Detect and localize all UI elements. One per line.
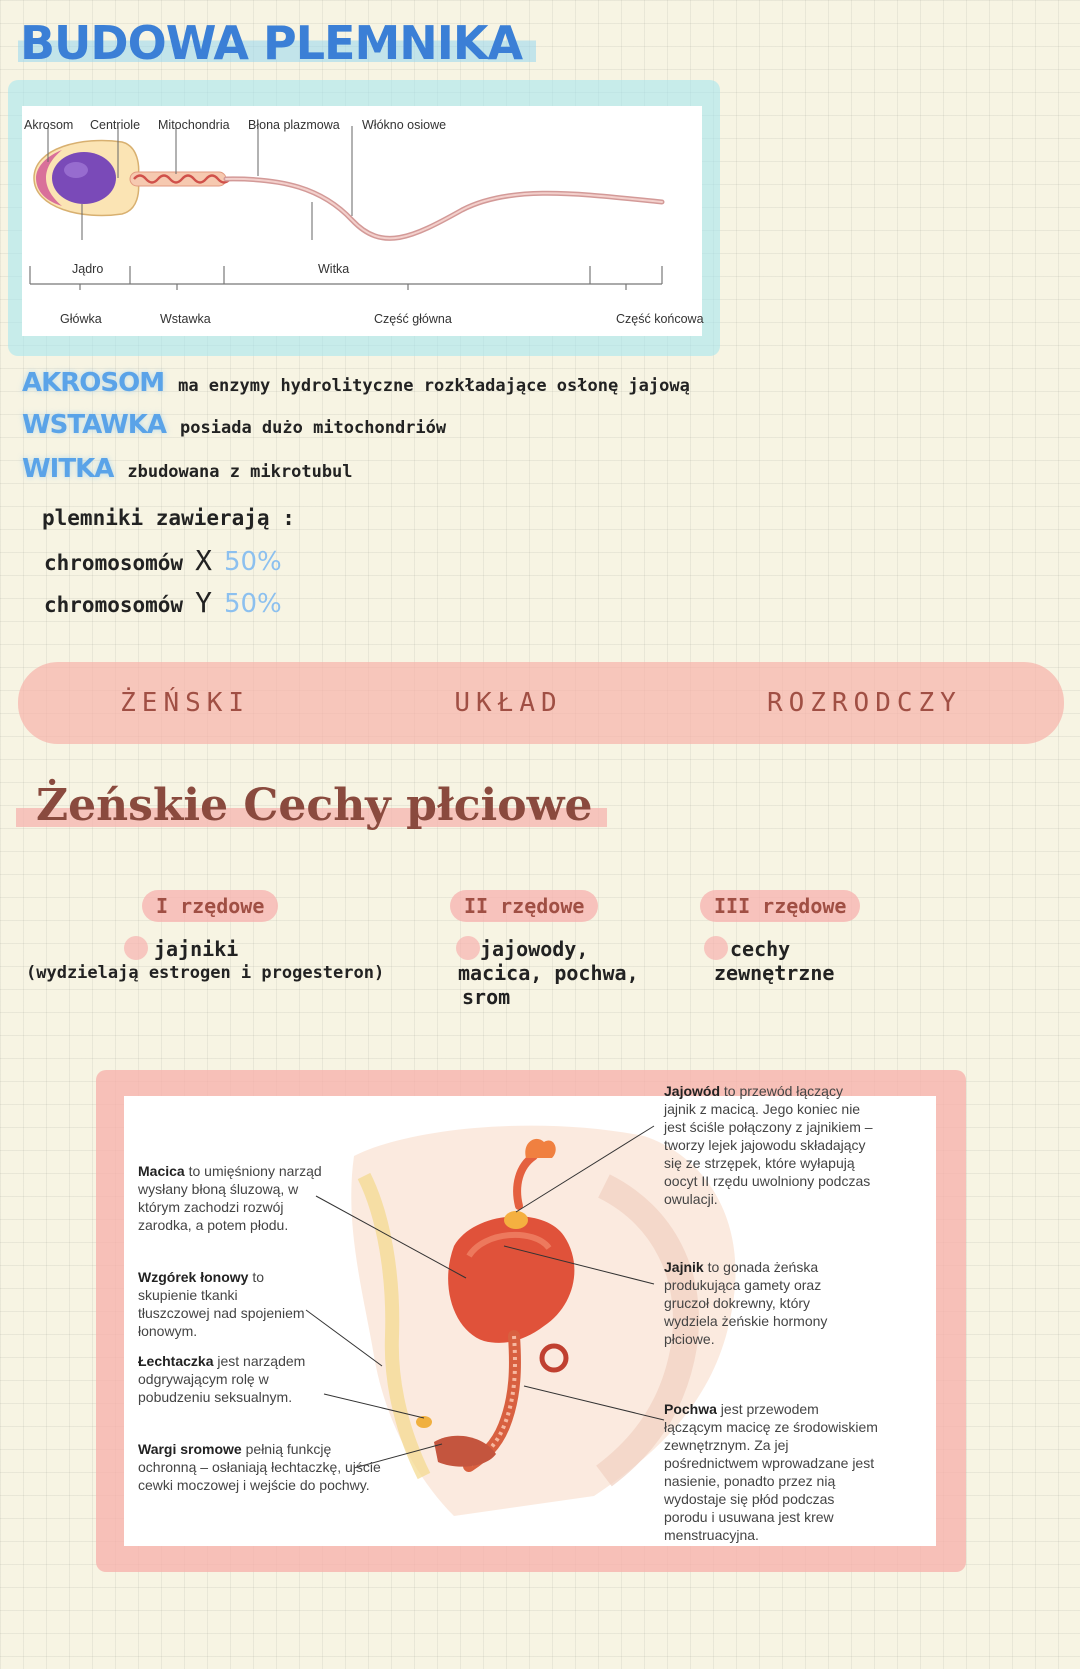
trait-item: macica, pochwa, [458,961,639,985]
trait-item: cechy [730,937,791,961]
label-centriole: Centriole [90,118,141,132]
label-glowka: Główka [60,312,102,326]
caption-jajnik: Jajnik to gonada żeńska produkująca gamety oraz gruczoł dokrewny, który wydziela żeńskie hormony płciowe. [664,1259,828,1347]
bullet-dot [456,936,480,960]
trait-item: jajowody, [480,937,589,961]
rank-pill-2: II rzędowe [450,890,598,922]
banner-word: UKŁAD [454,688,563,718]
chromosome-letter: X [195,544,212,577]
definition-term: AKROSOM [22,368,165,398]
ovary-shape [504,1211,528,1229]
chromosome-label: chromosomów [44,593,184,617]
banner-word: ROZRODCZY [766,688,962,718]
chromosome-row-y [44,586,282,619]
bullet-dot [124,936,148,960]
definition-witka [22,454,353,484]
trait-item: jajniki [154,937,239,961]
chromosome-label: chromosomów [44,551,184,575]
section-banner [18,662,1064,744]
chromosomes-intro: plemniki zawierają : [42,506,295,530]
repro-diagram [124,1083,936,1546]
label-wstawka: Wstawka [160,312,211,326]
label-czesc-koncowa: Część końcowa [616,312,704,326]
rank-pill-3: III rzędowe [700,890,860,922]
label-wlokno-osiowe: Włókno osiowe [362,118,447,132]
label-blona-plazmowa: Błona plazmowa [248,118,340,132]
caption-macica: Macica to umięśniony narząd wysłany błoną śluzową, w którym zachodzi rozwój zarodka, a potem płodu. [138,1163,322,1233]
label-akrosom: Akrosom [24,118,74,132]
caption-jajowod: Jajowód to przewód łączący jajnik z macicą. Jego koniec nie jest ściśle połączony z jajnikiem – tworzy lejek jajowodu składający się ze strzępek, które wyłapują oocyt II rzędu uwolniony podczas owulacji. [664,1083,873,1207]
label-witka: Witka [318,262,350,276]
chromosome-row-x [44,544,282,577]
label-czesc-glowna: Część główna [374,312,452,326]
chromosome-letter: Y [195,586,212,619]
caption-wzgorek-lonowy: Wzgórek łonowy to skupienie tkanki tłuszczowej nad spojeniem łonowym. [138,1269,305,1339]
definition-term: WITKA [22,454,114,484]
definition-wstawka [22,410,446,440]
definition-text: ma enzymy hydrolityczne rozkładające osłonę jajową [178,376,690,396]
definition-text: posiada dużo mitochondriów [180,418,447,438]
trait-item: srom [462,985,511,1009]
tail-shape [226,179,662,238]
chromosome-percent: 50% [223,589,282,619]
chromosome-percent: 50% [223,547,282,577]
definition-akrosom [22,368,690,398]
traits-title: Żeńskie Cechy płciowe [16,780,607,831]
rank-pill-1: I rzędowe [142,890,278,922]
definition-term: WSTAWKA [22,410,167,440]
sperm-diagram [22,106,702,336]
trait-item: zewnętrzne [714,961,835,985]
label-jadro: Jądro [72,262,104,276]
label-mitochondria: Mitochondria [158,118,230,132]
definition-text: zbudowana z mikrotubul [127,462,353,482]
caption-lechtaczka: Łechtaczka jest narządem odgrywającym rolę w pobudzeniu seksualnym. [138,1353,306,1405]
bullet-dot [704,936,728,960]
trait-item: (wydzielają estrogen i progesteron) [26,963,385,983]
page-title: BUDOWA PLEMNIKA [18,16,536,70]
nucleus-shape [52,152,116,204]
banner-word: ŻEŃSKI [120,688,251,718]
caption-wargi-sromowe: Wargi sromowe pełnią funkcję ochronną – osłaniają łechtaczkę, ujście cewki moczowej i wejście do pochwy. [138,1441,381,1493]
caption-pochwa: Pochwa jest przewodem łączącym macicę ze środowiskiem zewnętrznym. Za jej pośrednictwem wprowadzane jest nasienie, ponadto przez nią wydostaje się płód podczas porodu i usuwana jest krew menstruacyjna. [664,1401,878,1543]
